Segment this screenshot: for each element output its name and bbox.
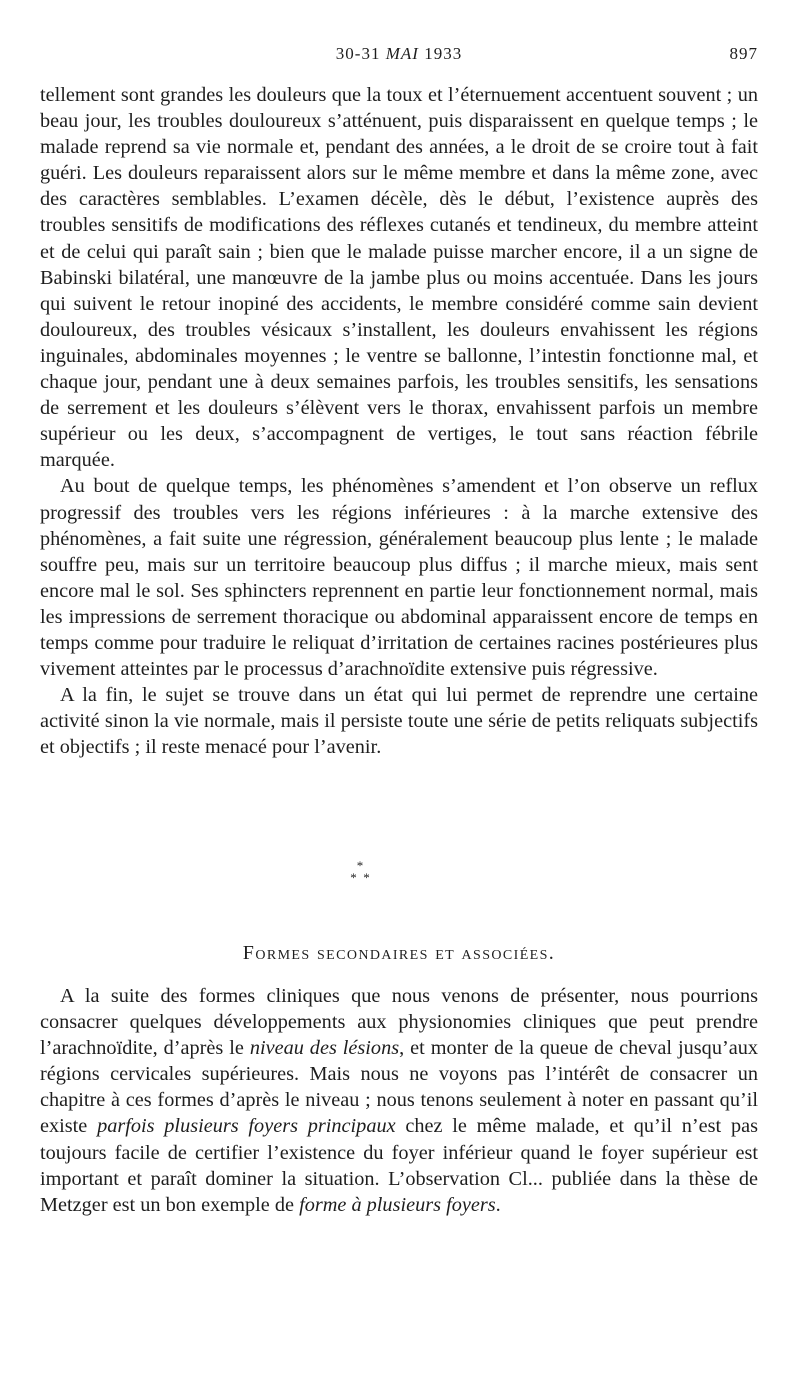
asterisk: * [356, 858, 364, 873]
italic-phrase: forme à plusieurs foyers [299, 1193, 496, 1216]
italic-phrase: niveau des lésions [249, 1037, 400, 1060]
section-separator-asterisks [340, 860, 380, 894]
running-header [40, 44, 758, 68]
paragraph: A la fin, le sujet se trouve dans un état qui lui permet de reprendre une certaine activité sinon la vie normale, mais il persiste toute une série de petits reliquats subjectifs et objectifs ; il reste menacé pour l’avenir. [40, 684, 758, 759]
section-body [40, 983, 758, 1218]
section-heading: Formes secondaires et associées. [242, 942, 556, 964]
header-month: MAI [385, 44, 419, 63]
page-number: 897 [729, 44, 758, 63]
asterisk: * [350, 870, 357, 885]
paragraph: A la suite des formes cliniques que nous venons de présenter, nous pourrions consacrer quelques développements aux physionomies cliniques que peut prendre l’arachnoïdite, d’après le niveau des lésions, et monter de la queue de cheval jusqu’aux régions cervicales supérieures. Mais nous ne voyons pas l’intérêt de consacrer un chapitre à ces formes d’après le niveau ; nous tenons seulement à noter en passant qu’il existe parfois plusieurs foyers principaux chez le même malade, et qu’il n’est pas toujours facile de certifier l’existence du foyer inférieur quand le foyer supérieur est important et paraît dominer la situation. L’observation Cl... publiée dans la thèse de Metzger est un bon exemple de forme à plusieurs foyers. [40, 985, 758, 1216]
italic-phrase: parfois plusieurs foyers principaux [97, 1115, 396, 1138]
asterisk: * [363, 870, 370, 885]
header-date: 30-31 MAI 1933 [335, 44, 463, 63]
paragraph-continued: tellement sont grandes les douleurs que la toux et l’éternuement accentuent souvent ; un beau jour, les troubles douloureux s’atténuent, puis disparaissent en quelque temps ; le malade reprend sa vie normale et, pendant des années, a le droit de se croire tout à fait guéri. Les douleurs reparaissent alors sur le même membre et dans la même zone, avec des caractères semblables. L’examen décèle, dès le début, l’existence auprès des troubles sensitifs de modifications des réflexes cutanés et tendineux, du membre atteint et de celui qui paraît sain ; bien que le malade puisse marcher encore, il a un signe de Babinski bilatéral, une manœuvre de la jambe plus ou moins accentuée. Dans les jours qui suivent le retour inopiné des accidents, le membre considéré comme sain devient douloureux, des troubles vésicaux s’installent, les douleurs envahissent les régions inguinales, abdominales moyennes ; le ventre se ballonne, l’intestin fonctionne mal, et chaque jour, pendant une à deux semaines parfois, les troubles sensitifs, les sensations de serrement et les douleurs s’élèvent vers le thorax, envahissent parfois un membre supérieur ou les deux, s’accompagnent de vertiges, le tout sans réaction fébrile marquée. [40, 84, 758, 472]
paragraph: Au bout de quelque temps, les phénomènes s’amendent et l’on observe un reflux progressif des troubles vers les régions inférieures : à la marche extensive des phénomènes, a fait suite une régression, généralement beaucoup plus lente ; le malade souffre peu, mais sur un territoire beaucoup plus diffus ; il marche mieux, mais sent encore mal le sol. Ses sphincters reprennent en partie leur fonctionnement normal, mais les impressions de serrement thoracique ou abdominal apparaissent encore de temps en temps comme pour traduire le reliquat d’irritation de certaines racines postérieures plus vivement atteintes par le processus d’arachnoïdite extensive puis régressive. [40, 475, 758, 681]
body-text [40, 82, 758, 760]
